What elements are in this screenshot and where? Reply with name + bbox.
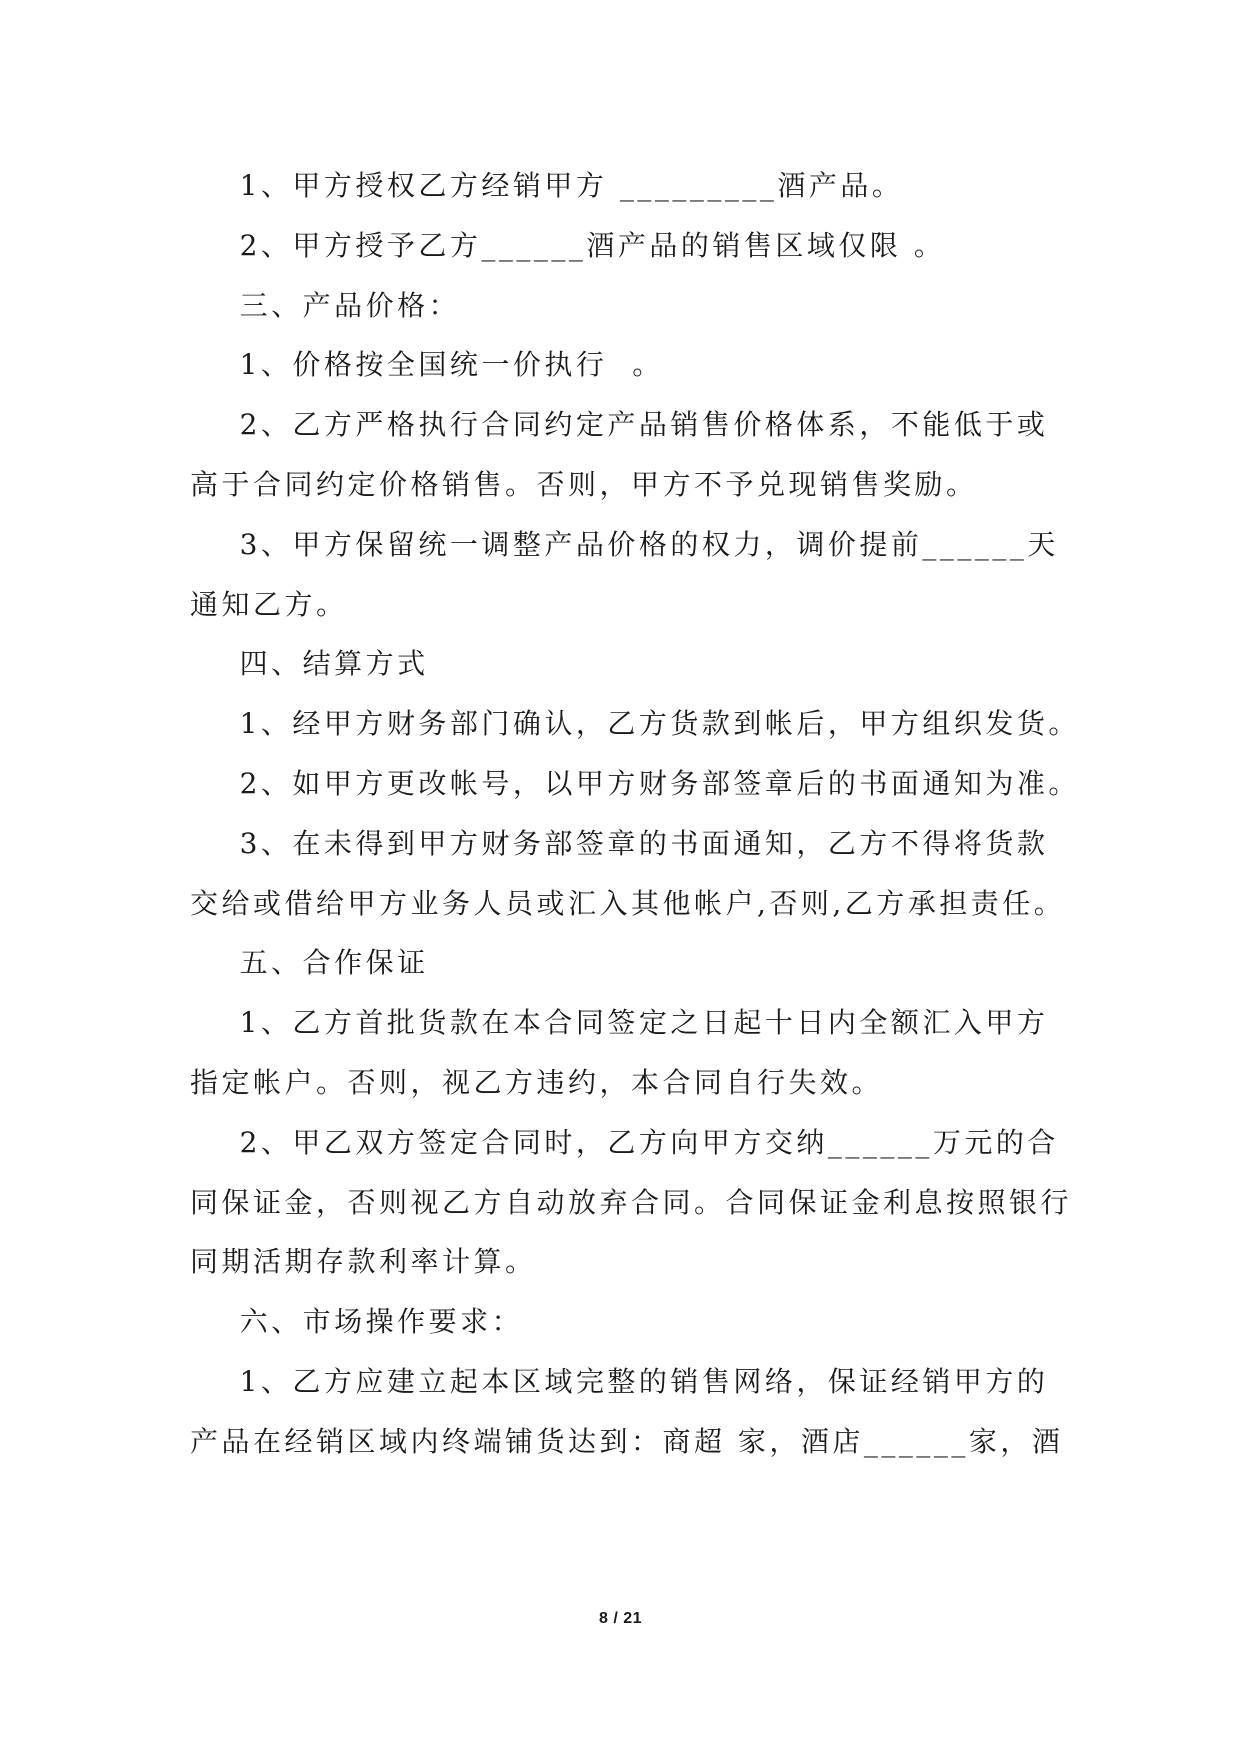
section-heading-guarantee: 五、合作保证	[190, 946, 429, 980]
text-line-22: 产品在经销区域内终端铺货达到：商超 家，酒店______家，酒	[190, 1424, 1064, 1458]
text-line-17: 2、甲乙双方签定合同时，乙方向甲方交纳______万元的合	[190, 1125, 1059, 1159]
text-line-13: 交给或借给甲方业务人员或汇入其他帐户,否则,乙方承担责任。	[190, 886, 1066, 920]
text-line-5: 2、乙方严格执行合同约定产品销售价格体系，不能低于或	[190, 408, 1049, 442]
text-line-4: 1、价格按全国统一价执行 。	[190, 348, 664, 382]
text-line-11: 2、如甲方更改帐号，以甲方财务部签章后的书面通知为准。	[190, 766, 1080, 800]
text-line-16: 指定帐户。否则，视乙方违约，本合同自行失效。	[190, 1065, 884, 1099]
text-line-7: 3、甲方保留统一调整产品价格的权力，调价提前______天	[190, 527, 1059, 561]
text-line-6: 高于合同约定价格销售。否则，甲方不予兑现销售奖励。	[190, 467, 978, 501]
text-line-12: 3、在未得到甲方财务部签章的书面通知，乙方不得将货款	[190, 826, 1049, 860]
document-body	[190, 156, 1080, 1472]
section-heading-market: 六、市场操作要求：	[190, 1305, 524, 1339]
text-line-8: 通知乙方。	[190, 587, 348, 621]
text-line-18: 同保证金，否则视乙方自动放弃合同。合同保证金利息按照银行	[190, 1185, 1073, 1219]
text-line-10: 1、经甲方财务部门确认，乙方货款到帐后，甲方组织发货。	[190, 707, 1080, 741]
section-heading-pricing: 三、产品价格：	[190, 288, 461, 322]
text-line-19: 同期活期存款利率计算。	[190, 1245, 537, 1279]
text-line-1: 1、甲方授权乙方经销甲方 _________酒产品。	[190, 169, 904, 202]
section-heading-settlement: 四、结算方式	[190, 647, 429, 681]
text-line-21: 1、乙方应建立起本区域完整的销售网络，保证经销甲方的	[190, 1364, 1049, 1398]
text-line-2: 2、甲方授予乙方______酒产品的销售区域仅限 。	[190, 228, 946, 262]
page-number: 8 / 21	[598, 1610, 643, 1627]
text-line-15: 1、乙方首批货款在本合同签定之日起十日内全额汇入甲方	[190, 1006, 1049, 1040]
